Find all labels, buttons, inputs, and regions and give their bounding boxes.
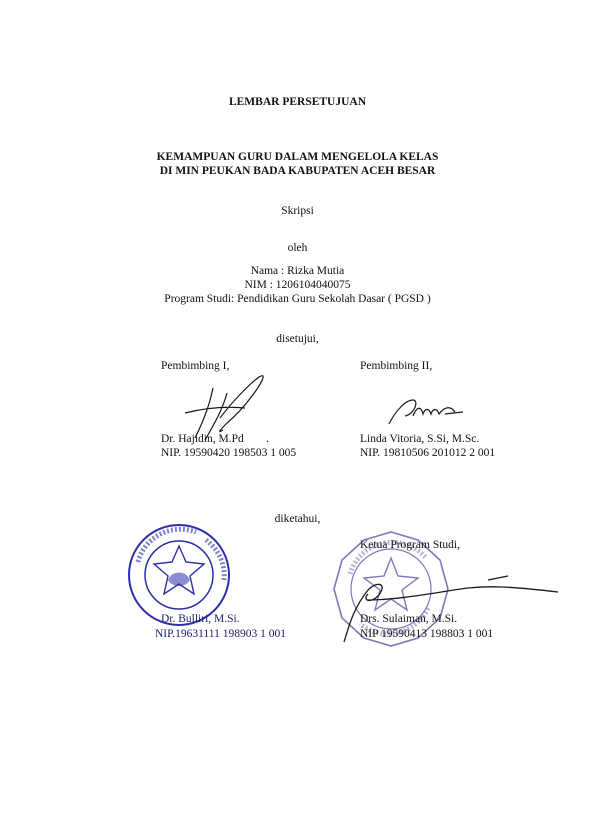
- dean-nip: NIP.19631111 198903 1 001: [155, 628, 286, 640]
- document-type: Skripsi: [281, 205, 314, 217]
- thesis-title-line2: DI MIN PEUKAN BADA KABUPATEN ACEH BESAR: [159, 165, 436, 177]
- advisor2-name: Linda Vitoria, S.Si, M.Sc.: [360, 433, 480, 445]
- advisor2-role: Pembimbing II,: [360, 360, 433, 372]
- dean-name: Dr. Bulliri, M.Si.: [161, 613, 240, 625]
- advisor2-nip: NIP. 19810506 201012 2 001: [360, 447, 496, 459]
- student-nim: NIM : 1206104040075: [244, 279, 351, 291]
- head-nip: NIP 19590413 198803 1 001: [360, 628, 494, 640]
- student-name: Nama : Rizka Mutia: [250, 265, 345, 277]
- acknowledged-label: diketahui,: [274, 513, 321, 525]
- advisor1-name: Dr. Hajidin, M.Pd: [161, 433, 244, 445]
- by-label: oleh: [287, 242, 308, 254]
- head-name: Drs. Sulaiman, M.Si.: [360, 613, 458, 625]
- approved-label: disetujui,: [276, 333, 319, 345]
- advisor2-signature: [385, 392, 465, 428]
- advisor1-role: Pembimbing I,: [161, 360, 230, 372]
- page-heading: LEMBAR PERSETUJUAN: [228, 96, 367, 108]
- study-program: Program Studi: Pendidikan Guru Sekolah Dasar ( PGSD ): [164, 293, 431, 305]
- advisor1-nip: NIP. 19590420 198503 1 005: [161, 447, 297, 459]
- thesis-title-line1: KEMAMPUAN GURU DALAM MENGELOLA KELAS: [156, 151, 439, 163]
- advisor1-mark: .: [266, 433, 269, 445]
- head-role: Ketua Program Studi,: [360, 539, 460, 551]
